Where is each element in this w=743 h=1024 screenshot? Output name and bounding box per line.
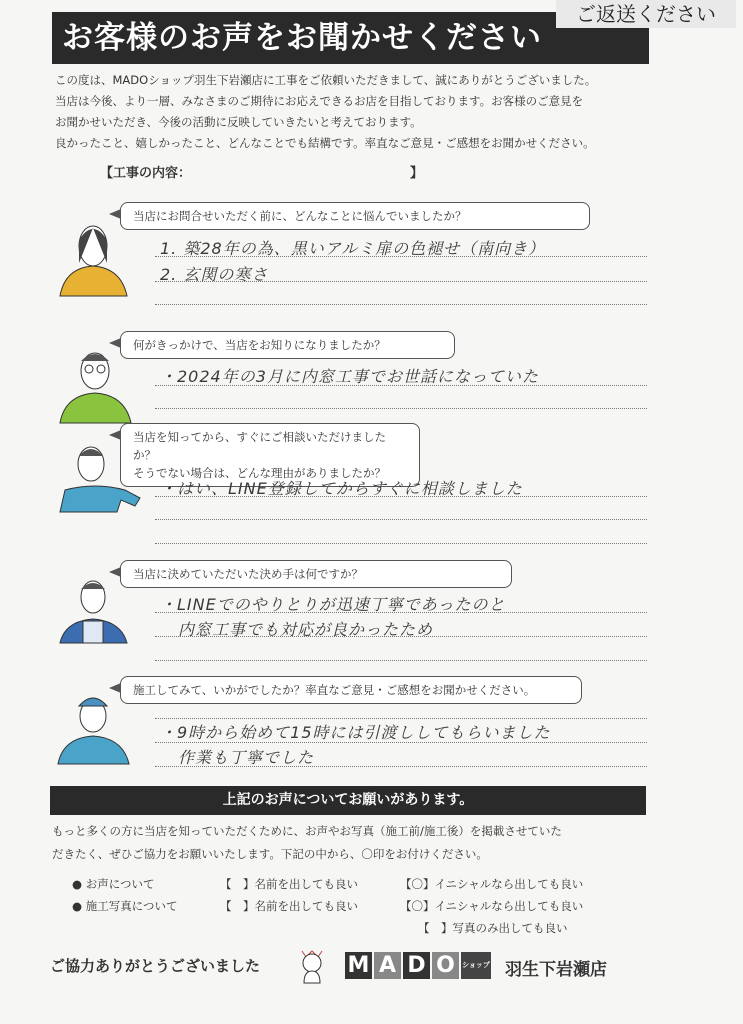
cat-mascot-icon — [292, 945, 332, 985]
answer-rule — [155, 281, 647, 282]
request-line: もっと多くの方に当店を知っていただくために、お声やお写真（施工前/施工後）を掲載させていた — [52, 824, 562, 838]
store-name: 羽生下岩瀬店 — [505, 960, 607, 980]
question-text: 何がきっかけで、当店をお知りになりましたか？ — [133, 338, 386, 352]
answer-rule — [155, 304, 647, 305]
option-photo-name[interactable]: 【 】名前を出しても良い — [220, 899, 358, 913]
option-photo-label: ● 施工写真について — [72, 899, 178, 913]
request-line: だきたく、ぜひご協力をお願いいたします。下記の中から、〇印をお付けください。 — [52, 847, 488, 861]
intro-line: この度は、MADOショップ羽生下岩瀬店に工事をご依頼いただきまして、誠にありがとうございました。 — [55, 73, 597, 87]
question-text: 当店にお問合せいただく前に、どんなことに悩んでいましたか？ — [133, 209, 467, 223]
work-close: 】 — [410, 166, 424, 181]
worried-woman-illustration — [55, 218, 135, 298]
answer-4-line-2: 内窓工事でも対応が良かったため — [178, 620, 434, 639]
option-voice-label: ● お声について — [72, 877, 155, 891]
worker-overalls-illustration — [55, 575, 135, 655]
answer-3-line-1: ・はい、LINE登録してからすぐに相談しました — [160, 479, 523, 498]
page-title: お客様のお声をお聞かせください — [52, 12, 649, 64]
logo-shop: ショップ — [461, 952, 491, 979]
answer-rule — [155, 612, 647, 613]
option-photo-initial[interactable]: 【〇】イニシャルなら出しても良い — [400, 899, 584, 913]
request-banner: 上記のお声についてお願いがあります。 — [50, 786, 646, 815]
logo-letter: M — [345, 952, 372, 979]
intro-text — [55, 70, 596, 154]
answer-rule — [155, 256, 647, 257]
intro-line: 良かったこと、嬉しかったこと、どんなことでも結構です。率直なご意見・ご感想をお聞かせください。 — [55, 136, 595, 150]
answer-2-line-1: ・2024年の3月に内窓工事でお世話になっていた — [160, 367, 539, 386]
answer-rule — [155, 742, 647, 743]
question-bubble-5 — [120, 676, 582, 704]
answer-rule — [155, 496, 647, 497]
man-glasses-illustration — [55, 345, 135, 425]
question-text: そうでない場合は、どんな理由がありましたか？ — [133, 466, 386, 480]
logo-letter: A — [374, 952, 401, 979]
answer-rule — [155, 543, 647, 544]
answer-rule — [155, 408, 647, 409]
answer-rule — [155, 660, 647, 661]
question-bubble-2 — [120, 331, 455, 359]
answer-5-line-2: 作業も丁寧でした — [178, 748, 315, 767]
option-voice-initial[interactable]: 【〇】イニシャルなら出しても良い — [400, 877, 584, 891]
option-photo-only[interactable]: 【 】写真のみ出しても良い — [418, 921, 568, 935]
question-text: 当店に決めていただいた決め手は何ですか？ — [133, 567, 363, 581]
pointing-man-illustration — [55, 440, 145, 520]
answer-4-line-1: ・LINEでのやりとりが迅速丁寧であったのと — [160, 595, 506, 614]
answer-5-line-1: ・9時から始めて15時には引渡ししてもらいました — [160, 723, 551, 742]
intro-line: お聞かせいただき、今後の活動に反映していきたいと考えております。 — [55, 115, 422, 129]
answer-rule — [155, 519, 647, 520]
work-content-field — [100, 162, 424, 181]
logo-letter: O — [432, 952, 459, 979]
intro-line: 当店は今後、より一層、みなさまのご期待にお応えできるお店を目指しております。お客様のご意見を — [55, 94, 584, 108]
answer-1-line-2: 2. 玄関の寒さ — [160, 265, 269, 284]
answer-rule — [155, 718, 647, 719]
return-stamp: ご返送ください — [556, 0, 736, 28]
question-text: 施工してみて、いかがでしたか？率直なご意見・ご感想をお聞かせください。 — [133, 683, 536, 697]
logo-letter: D — [403, 952, 430, 979]
question-bubble-1 — [120, 202, 590, 230]
question-text: 当店を知ってから、すぐにご相談いただけましたか？ — [133, 430, 386, 462]
answer-1-line-1: 1. 築28年の為、黒いアルミ扉の色褪せ（南向き） — [160, 239, 546, 258]
work-label: 【工事の内容： — [100, 166, 192, 181]
answer-rule — [155, 766, 647, 767]
question-bubble-4 — [120, 560, 512, 588]
answer-rule — [155, 636, 647, 637]
answer-rule — [155, 385, 647, 386]
mado-logo — [345, 952, 491, 979]
request-text — [52, 820, 562, 866]
worker-cap-illustration — [55, 688, 135, 768]
thanks-text: ご協力ありがとうございました — [50, 957, 261, 975]
option-voice-name[interactable]: 【 】名前を出しても良い — [220, 877, 358, 891]
